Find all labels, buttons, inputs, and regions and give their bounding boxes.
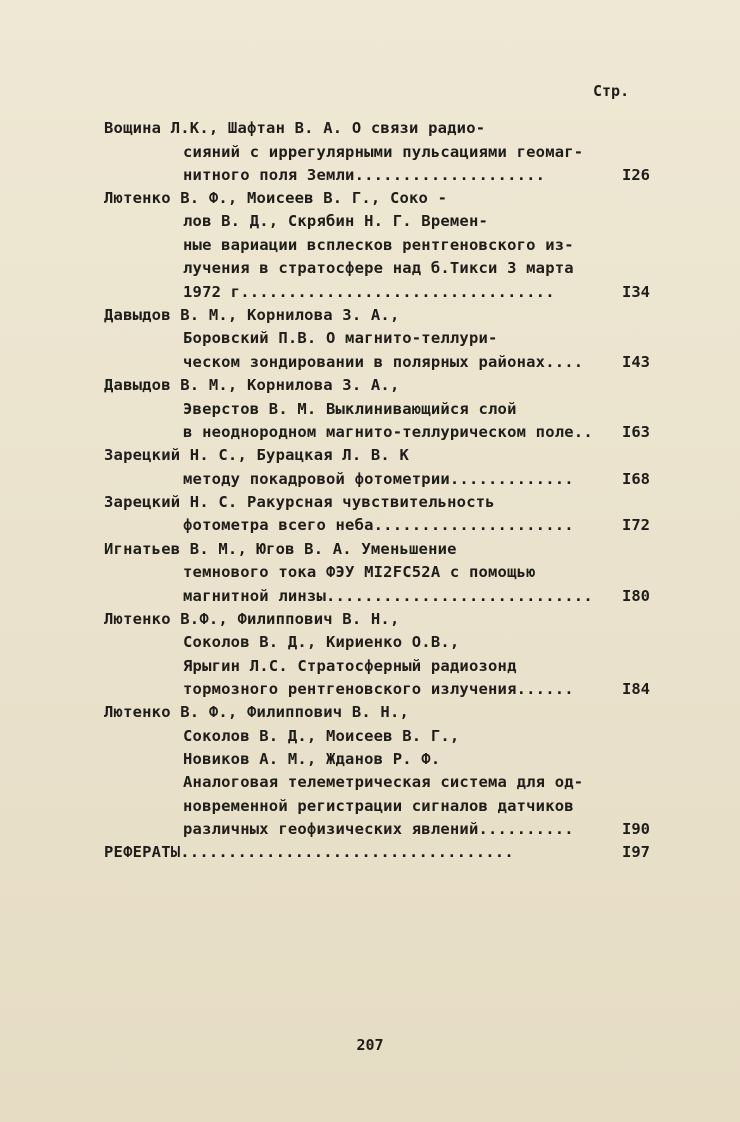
toc-line: Ярыгин Л.С. Стратосферный радиозонд — [183, 657, 517, 675]
toc-line: ческом зондировании в полярных районах.... — [183, 353, 584, 371]
page-column-header: Стр. — [593, 82, 630, 100]
toc-page-number: I97 — [622, 843, 650, 861]
toc-line: нитного поля Земли.................... — [183, 166, 546, 184]
toc-line: сияний с иррегулярными пульсациями геомаг- — [183, 143, 584, 161]
toc-line: Лютенко В. Ф., Филиппович В. Н., — [104, 703, 410, 721]
toc-line: Давыдов В. М., Корнилова З. А., — [104, 376, 400, 394]
toc-line: Лютенко В. Ф., Моисеев В. Г., Соко - — [104, 189, 448, 207]
toc-page-number: I84 — [622, 680, 650, 698]
toc-line: Аналоговая телеметрическая система для од- — [183, 773, 584, 791]
toc-page-number: I34 — [622, 283, 650, 301]
toc-line: Вощина Л.К., Шафтан В. А. О связи радио- — [104, 119, 486, 137]
toc-page-number: I43 — [622, 353, 650, 371]
toc-line: Давыдов В. М., Корнилова З. А., — [104, 306, 400, 324]
toc-line: ные вариации всплесков рентгеновского из- — [183, 236, 574, 254]
page-number: 207 — [356, 1036, 384, 1054]
toc-line: методу покадровой фотометрии............. — [183, 470, 574, 488]
toc-line: Соколов В. Д., Кириенко О.В., — [183, 633, 460, 651]
toc-line: лов В. Д., Скрябин Н. Г. Времен- — [183, 212, 489, 230]
toc-page-number: I63 — [622, 423, 650, 441]
toc-line: фотометра всего неба..................... — [183, 516, 574, 534]
toc-page-number: I80 — [622, 587, 650, 605]
toc-line: новременной регистрации сигналов датчиков — [183, 797, 574, 815]
toc-line: магнитной линзы............................ — [183, 587, 593, 605]
toc-line: в неоднородном магнито-теллурическом поле.. — [183, 423, 593, 441]
toc-line: Зарецкий Н. С. Ракурсная чувствительность — [104, 493, 495, 511]
toc-line: Боровский П.В. О магнито-теллури- — [183, 329, 498, 347]
toc-line: тормозного рентгеновского излучения...... — [183, 680, 574, 698]
toc-line: различных геофизических явлений.......... — [183, 820, 574, 838]
toc-page-number: I68 — [622, 470, 650, 488]
toc-line: Соколов В. Д., Моисеев В. Г., — [183, 727, 460, 745]
toc-page-number: I90 — [622, 820, 650, 838]
toc-line: РЕФЕРАТЫ................................... — [104, 843, 514, 861]
toc-page-number: I72 — [622, 516, 650, 534]
toc-line: Зарецкий Н. С., Бурацкая Л. В. К — [104, 446, 410, 464]
toc-line: 1972 г................................. — [183, 283, 555, 301]
toc-line: Эверстов В. М. Выклинивающийся слой — [183, 400, 517, 418]
toc-line: Игнатьев В. М., Югов В. А. Уменьшение — [104, 540, 457, 558]
toc-line: Лютенко В.Ф., Филиппович В. Н., — [104, 610, 400, 628]
toc-line: лучения в стратосфере над б.Тикси 3 марта — [183, 259, 574, 277]
toc-page-number: I26 — [622, 166, 650, 184]
toc-line: Новиков А. М., Жданов Р. Ф. — [183, 750, 441, 768]
toc-line: темнового тока ФЭУ MI2FC52A с помощью — [183, 563, 536, 581]
